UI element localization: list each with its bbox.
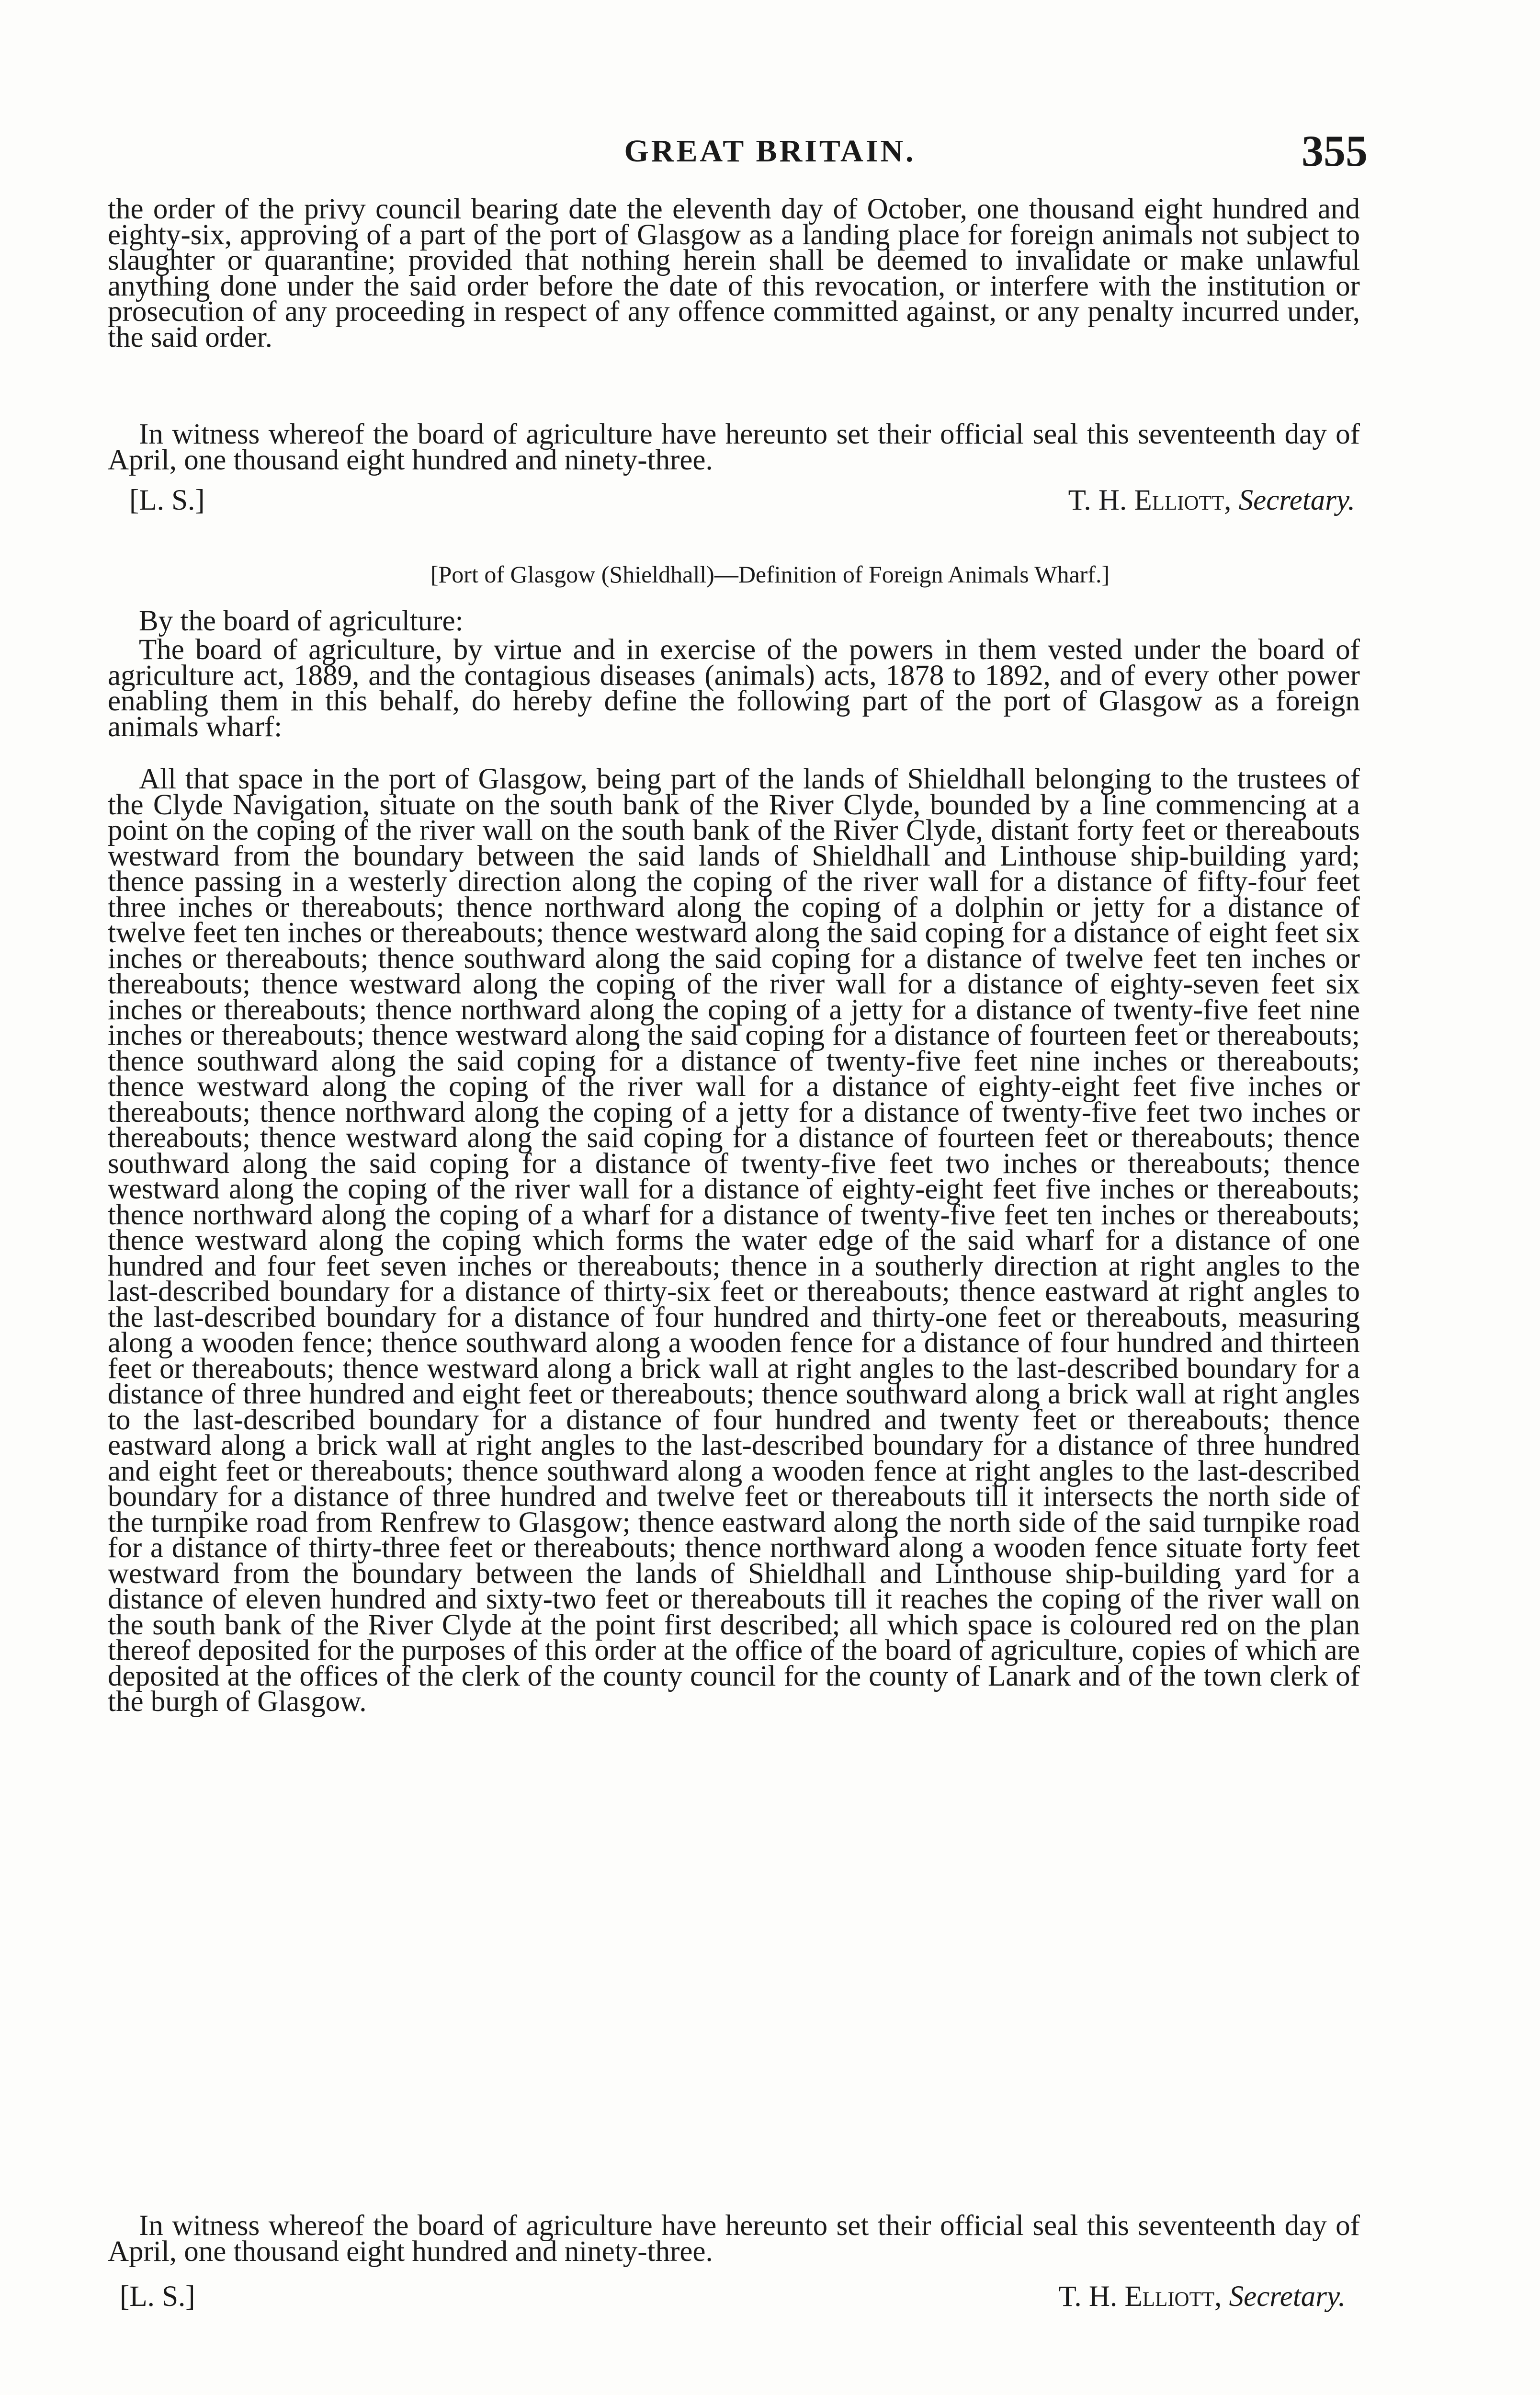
order2-caption: [Port of Glasgow (Shieldhall)—Definition of Foreign Animals Wharf.] bbox=[430, 561, 1110, 588]
order1-signatory-title: Secretary. bbox=[1238, 484, 1355, 516]
order2-body-paragraph: All that space in the port of Glasgow, being part of the lands of Shieldhall belonging to the trustees of the Clyde Navigation, situate on the south bank of the River Clyde, bounded by a line commencing at a point on the coping of the river wall on the south bank of the River Clyde, distant forty feet or thereabouts westward from the boundary between the said lands of Shieldhall and Linthouse ship-building yard; thence passing in a westerly direction along the coping of the river wall for a distance of fifty-four feet three inches or thereabouts; thence northward along the coping of a dolphin or jetty for a distance of twelve feet ten inches or thereabouts; thence westward along the said coping for a distance of eight feet six inches or thereabouts; thence southward along the said coping for a distance of twelve feet ten inches or thereabouts; thence westward along the coping of the river wall for a distance of eighty-seven feet six inches or thereabouts; thence northward along the coping of a jetty for a distance of twenty-five feet nine inches or thereabouts; thence westward along the said coping for a distance of fourteen feet or thereabouts; thence southward along the said coping for a distance of twenty-five feet nine inches or thereabouts; thence westward along the coping of the river wall for a distance of eighty-eight feet five inches or thereabouts; thence northward along the coping of a jetty for a distance of twenty-five feet two inches or thereabouts; thence westward along the said coping for a distance of fourteen feet or thereabouts; thence southward along the said coping for a distance of twenty-five feet two inches or thereabouts; thence westward along the coping of the river wall for a distance of eighty-eight feet five inches or thereabouts; thence northward along the coping of a wharf for a distance of twenty-five feet ten inches or thereabouts; thence westward along the coping which forms the water edge of the said wharf for a distance of one hundred and four feet seven inches or thereabouts; thence in a southerly direction at right angles to the last-described boundary for a distance of thirty-six feet or thereabouts; thence eastward at right angles to the last-described boundary for a distance of four hundred and thirty-one feet or thereabouts, measuring along a wooden fence; thence southward along a wooden fence for a distance of four hundred and thirteen feet or thereabouts; thence westward along a brick wall at right angles to the last-described boundary for a distance of three hundred and eight feet or thereabouts; thence southward along a brick wall at right angles to the last-described boundary for a distance of four hundred and twenty feet or thereabouts; thence eastward along a brick wall at right angles to the last-described boundary for a distance of three hundred and eight feet or thereabouts; thence southward along a wooden fence at right angles to the last-described boundary for a distance of three hundred and twelve feet or thereabouts till it intersects the north side of the turnpike road from Renfrew to Glasgow; thence eastward along the north side of the said turnpike road for a distance of thirty-three feet or thereabouts; thence northward along a wooden fence situate forty feet westward from the boundary between the lands of Shieldhall and Linthouse ship-building yard for a distance of eleven hundred and sixty-two feet or thereabouts till it reaches the coping of the river wall on the south bank of the River Clyde at the point first described; all which space is coloured red on the plan thereof deposited for the purposes of this order at the office of the board of agriculture, copies of which are deposited at the offices of the clerk of the county council for the county of Lanark and of the town clerk of the burgh of Glasgow. bbox=[108, 763, 1360, 1718]
order1-signatory-name: T. H. Elliott bbox=[1068, 484, 1224, 516]
order1-continuation-paragraph: the order of the privy council bearing date the eleventh day of October, one thousand eight hundred and eighty-six, approving of a part of the port of Glasgow as a landing place for foreign animals not subject to slaughter or quarantine; provided that nothing herein shall be deemed to invalidate or make unlawful anything done under the said order before the date of this revocation, or interfere with the institution or prosecution of any proceeding in respect of any offence committed against, or any penalty incurred under, the said order. bbox=[108, 193, 1360, 354]
order1-seal-mark: [L. S.] bbox=[129, 484, 205, 516]
page-number: 355 bbox=[1302, 126, 1368, 175]
order2-signatory-name: T. H. Elliott bbox=[1058, 2281, 1215, 2313]
order2-signature: T. H. Elliott, Secretary. bbox=[1058, 2281, 1346, 2313]
order2-signatory-title: Secretary. bbox=[1229, 2281, 1346, 2313]
order2-witness-paragraph: In witness whereof the board of agriculture have hereunto set their official seal this seventeenth day of April, one thousand eight hundred and ninety-three. bbox=[108, 2210, 1360, 2268]
order1-witness-paragraph: In witness whereof the board of agriculture have hereunto set their official seal this seventeenth day of April, one thousand eight hundred and ninety-three. bbox=[108, 418, 1360, 476]
order2-preamble-paragraph: The board of agriculture, by virtue and in exercise of the powers in them vested under the board of agriculture act, 1889, and the contagious diseases (animals) acts, 1878 to 1892, and of every other power enabling them in this behalf, do hereby define the following part of the port of Glasgow as a foreign animals wharf: bbox=[108, 634, 1360, 743]
order2-opening: By the board of agriculture: bbox=[139, 605, 464, 637]
order1-signature: T. H. Elliott, Secretary. bbox=[1068, 484, 1355, 516]
order2-seal-mark: [L. S.] bbox=[120, 2281, 195, 2313]
running-header-title: GREAT BRITAIN. bbox=[624, 134, 916, 169]
